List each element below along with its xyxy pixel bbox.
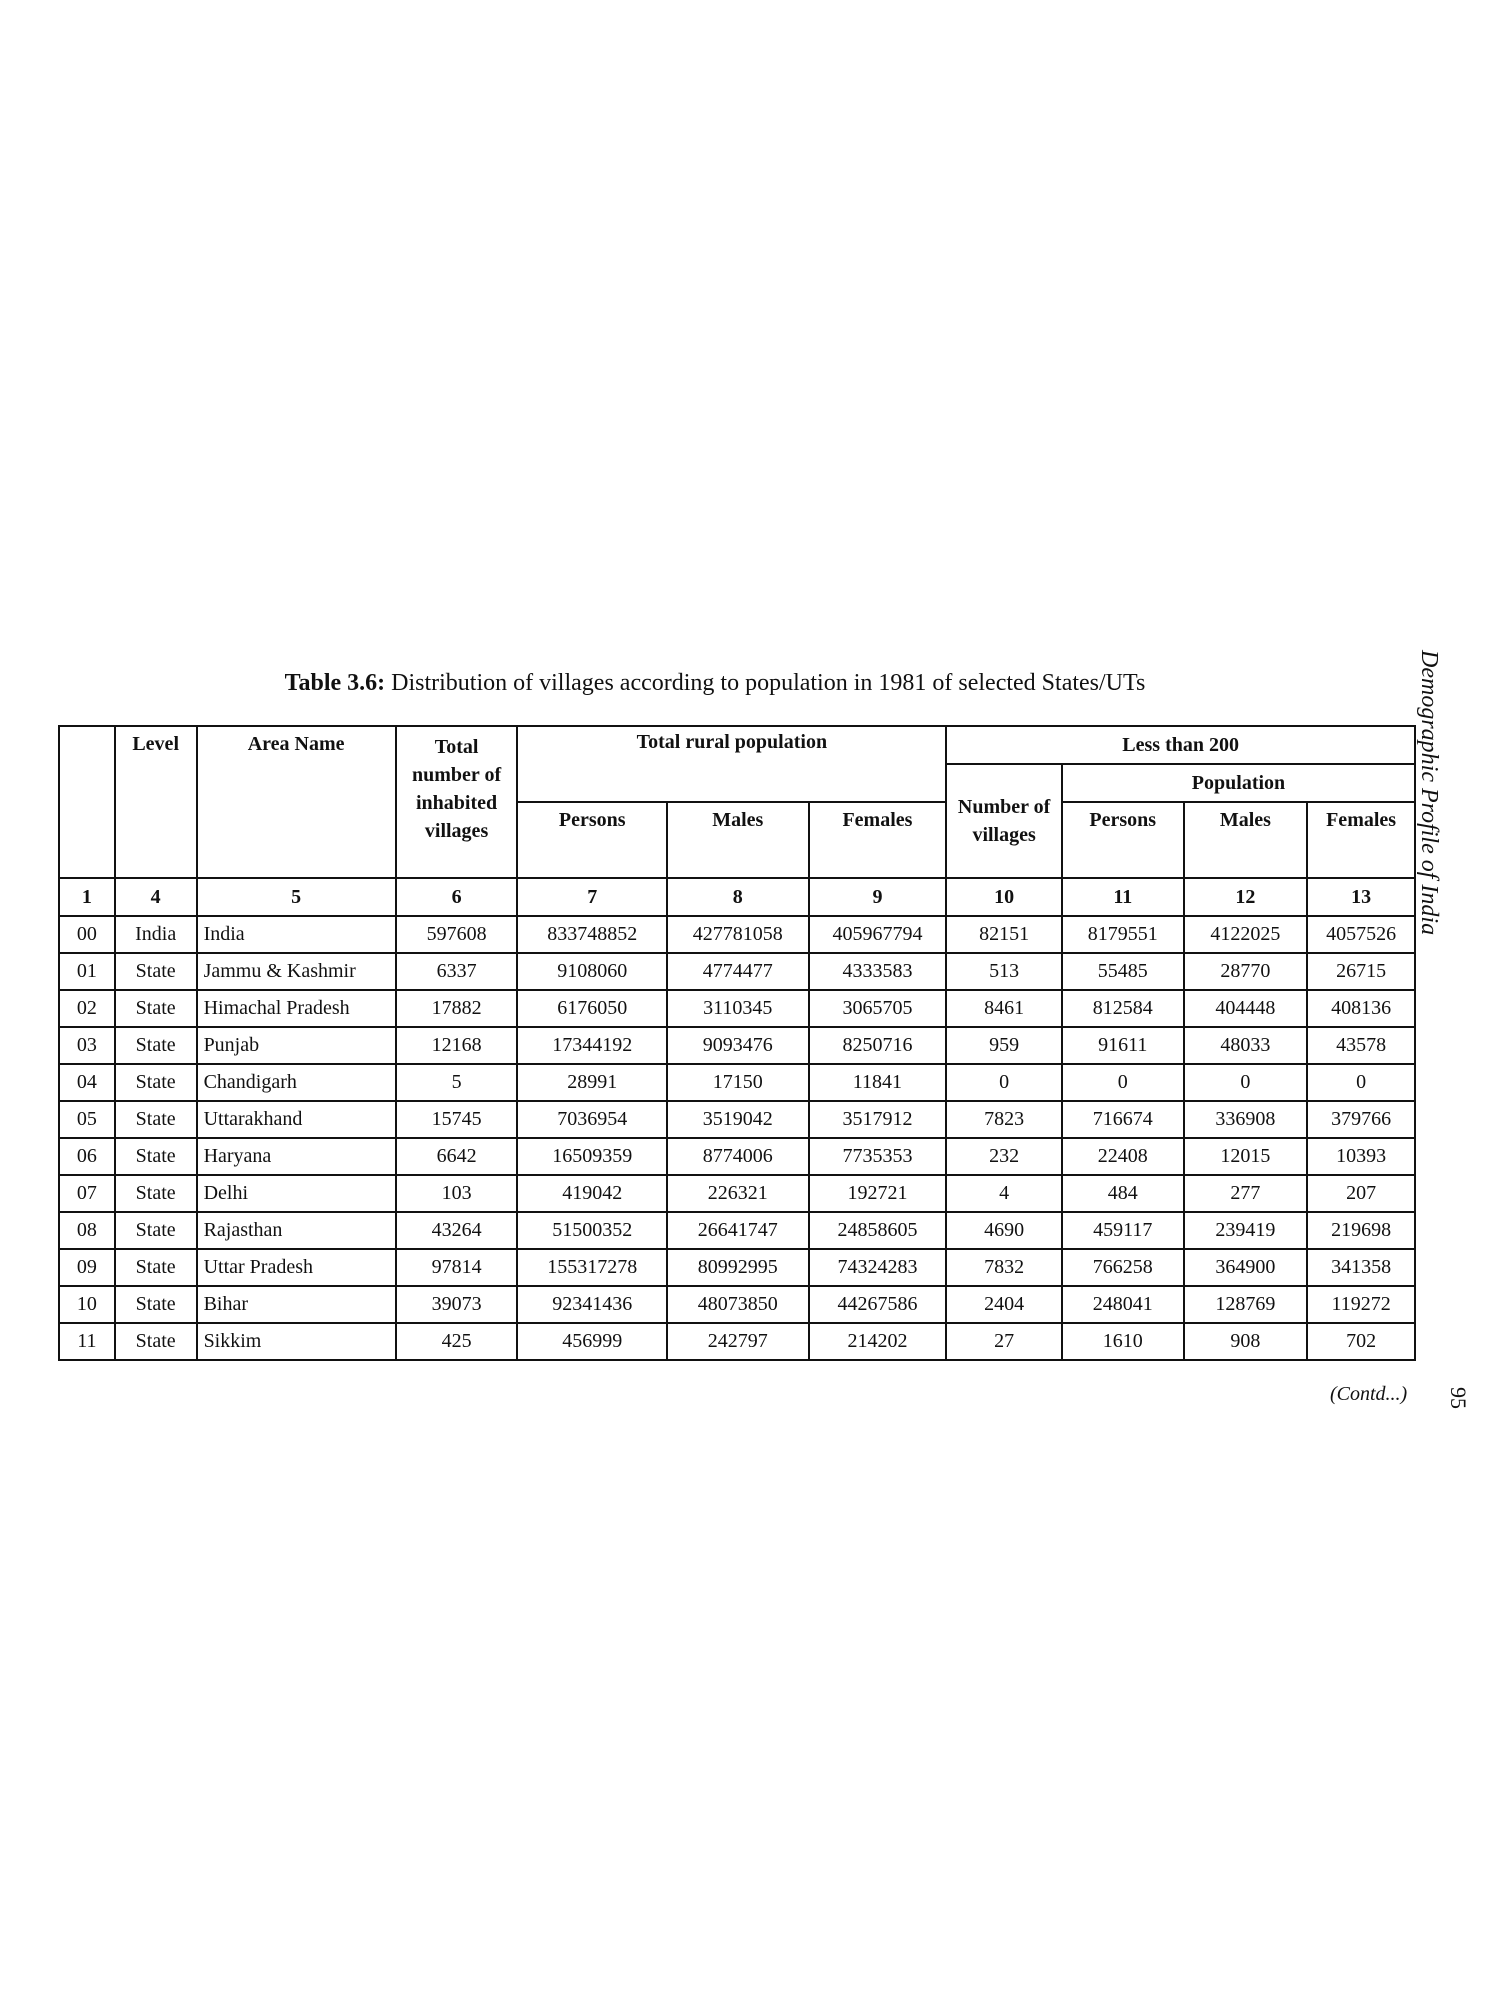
cell-total-villages: 43264 bbox=[396, 1212, 518, 1249]
table-row bbox=[59, 1064, 1415, 1101]
cell-rural-persons: 419042 bbox=[517, 1175, 667, 1212]
cell-lt200-persons: 55485 bbox=[1062, 953, 1184, 990]
cell-total-villages: 15745 bbox=[396, 1101, 518, 1138]
cell-code: 00 bbox=[59, 916, 115, 953]
column-number: 8 bbox=[667, 878, 809, 916]
cell-number-of-villages: 4690 bbox=[946, 1212, 1062, 1249]
cell-rural-persons: 92341436 bbox=[517, 1286, 667, 1323]
header-total-rural-population: Total rural population bbox=[517, 726, 946, 802]
cell-total-villages: 6642 bbox=[396, 1138, 518, 1175]
header-rural-females: Females bbox=[809, 802, 947, 878]
cell-lt200-persons: 716674 bbox=[1062, 1101, 1184, 1138]
table-caption-text: Distribution of villages according to population in 1981 of selected States/UTs bbox=[385, 670, 1146, 696]
cell-number-of-villages: 0 bbox=[946, 1064, 1062, 1101]
cell-rural-males: 48073850 bbox=[667, 1286, 809, 1323]
cell-code: 09 bbox=[59, 1249, 115, 1286]
table-row bbox=[59, 1212, 1415, 1249]
cell-lt200-males: 404448 bbox=[1184, 990, 1308, 1027]
cell-rural-females: 8250716 bbox=[809, 1027, 947, 1064]
cell-lt200-males: 128769 bbox=[1184, 1286, 1308, 1323]
cell-lt200-persons: 484 bbox=[1062, 1175, 1184, 1212]
cell-lt200-females: 341358 bbox=[1307, 1249, 1415, 1286]
cell-level: State bbox=[115, 1138, 197, 1175]
cell-rural-males: 3519042 bbox=[667, 1101, 809, 1138]
cell-total-villages: 97814 bbox=[396, 1249, 518, 1286]
cell-level: State bbox=[115, 1101, 197, 1138]
table-body bbox=[59, 916, 1415, 1360]
column-number: 4 bbox=[115, 878, 197, 916]
cell-code: 05 bbox=[59, 1101, 115, 1138]
column-number: 10 bbox=[946, 878, 1062, 916]
cell-lt200-females: 207 bbox=[1307, 1175, 1415, 1212]
cell-lt200-persons: 0 bbox=[1062, 1064, 1184, 1101]
table-row bbox=[59, 1138, 1415, 1175]
page-number: 95 bbox=[1446, 1387, 1471, 1409]
cell-code: 04 bbox=[59, 1064, 115, 1101]
cell-rural-persons: 6176050 bbox=[517, 990, 667, 1027]
cell-rural-persons: 155317278 bbox=[517, 1249, 667, 1286]
cell-level: India bbox=[115, 916, 197, 953]
cell-number-of-villages: 513 bbox=[946, 953, 1062, 990]
cell-rural-persons: 9108060 bbox=[517, 953, 667, 990]
cell-number-of-villages: 27 bbox=[946, 1323, 1062, 1360]
cell-lt200-males: 364900 bbox=[1184, 1249, 1308, 1286]
cell-level: State bbox=[115, 1027, 197, 1064]
cell-lt200-persons: 766258 bbox=[1062, 1249, 1184, 1286]
cell-level: State bbox=[115, 1212, 197, 1249]
cell-level: State bbox=[115, 1175, 197, 1212]
header-rural-persons: Persons bbox=[517, 802, 667, 878]
table-row bbox=[59, 916, 1415, 953]
cell-rural-persons: 17344192 bbox=[517, 1027, 667, 1064]
cell-rural-males: 17150 bbox=[667, 1064, 809, 1101]
table-row bbox=[59, 953, 1415, 990]
table-row bbox=[59, 990, 1415, 1027]
table-row bbox=[59, 1249, 1415, 1286]
cell-lt200-males: 4122025 bbox=[1184, 916, 1308, 953]
cell-total-villages: 12168 bbox=[396, 1027, 518, 1064]
cell-level: State bbox=[115, 1249, 197, 1286]
cell-code: 06 bbox=[59, 1138, 115, 1175]
cell-lt200-females: 379766 bbox=[1307, 1101, 1415, 1138]
cell-total-villages: 6337 bbox=[396, 953, 518, 990]
cell-area-name: Delhi bbox=[197, 1175, 396, 1212]
cell-level: State bbox=[115, 990, 197, 1027]
cell-rural-males: 8774006 bbox=[667, 1138, 809, 1175]
column-number: 13 bbox=[1307, 878, 1415, 916]
cell-lt200-females: 119272 bbox=[1307, 1286, 1415, 1323]
cell-number-of-villages: 7823 bbox=[946, 1101, 1062, 1138]
cell-number-of-villages: 2404 bbox=[946, 1286, 1062, 1323]
header-level: Level bbox=[115, 726, 197, 878]
cell-area-name: Sikkim bbox=[197, 1323, 396, 1360]
cell-lt200-females: 0 bbox=[1307, 1064, 1415, 1101]
cell-lt200-males: 239419 bbox=[1184, 1212, 1308, 1249]
cell-number-of-villages: 8461 bbox=[946, 990, 1062, 1027]
column-number: 12 bbox=[1184, 878, 1308, 916]
cell-code: 08 bbox=[59, 1212, 115, 1249]
cell-rural-females: 3065705 bbox=[809, 990, 947, 1027]
cell-rural-persons: 833748852 bbox=[517, 916, 667, 953]
cell-number-of-villages: 232 bbox=[946, 1138, 1062, 1175]
cell-code: 11 bbox=[59, 1323, 115, 1360]
continued-note: (Contd...) bbox=[1330, 1383, 1408, 1405]
cell-lt200-persons: 1610 bbox=[1062, 1323, 1184, 1360]
cell-number-of-villages: 82151 bbox=[946, 916, 1062, 953]
cell-code: 07 bbox=[59, 1175, 115, 1212]
cell-rural-females: 405967794 bbox=[809, 916, 947, 953]
table-caption-label: Table 3.6: bbox=[284, 670, 386, 696]
cell-rural-males: 9093476 bbox=[667, 1027, 809, 1064]
header-less-than-200: Less than 200 bbox=[946, 726, 1415, 764]
cell-total-villages: 597608 bbox=[396, 916, 518, 953]
cell-lt200-persons: 248041 bbox=[1062, 1286, 1184, 1323]
cell-level: State bbox=[115, 1323, 197, 1360]
header-number-of-villages: Number of villages bbox=[946, 764, 1062, 878]
cell-code: 03 bbox=[59, 1027, 115, 1064]
cell-total-villages: 17882 bbox=[396, 990, 518, 1027]
header-population: Population bbox=[1062, 764, 1415, 802]
cell-total-villages: 39073 bbox=[396, 1286, 518, 1323]
cell-number-of-villages: 4 bbox=[946, 1175, 1062, 1212]
running-head: Demographic Profile of India bbox=[1416, 650, 1442, 936]
cell-lt200-females: 702 bbox=[1307, 1323, 1415, 1360]
cell-area-name: Punjab bbox=[197, 1027, 396, 1064]
cell-area-name: Bihar bbox=[197, 1286, 396, 1323]
cell-lt200-persons: 91611 bbox=[1062, 1027, 1184, 1064]
cell-lt200-persons: 22408 bbox=[1062, 1138, 1184, 1175]
column-number: 11 bbox=[1062, 878, 1184, 916]
cell-total-villages: 103 bbox=[396, 1175, 518, 1212]
cell-area-name: India bbox=[197, 916, 396, 953]
cell-level: State bbox=[115, 1286, 197, 1323]
cell-lt200-males: 908 bbox=[1184, 1323, 1308, 1360]
cell-number-of-villages: 959 bbox=[946, 1027, 1062, 1064]
column-number: 7 bbox=[517, 878, 667, 916]
cell-area-name: Himachal Pradesh bbox=[197, 990, 396, 1027]
column-number-row bbox=[59, 878, 1415, 916]
cell-rural-males: 26641747 bbox=[667, 1212, 809, 1249]
cell-rural-females: 7735353 bbox=[809, 1138, 947, 1175]
cell-area-name: Jammu & Kashmir bbox=[197, 953, 396, 990]
header-lt200-persons: Persons bbox=[1062, 802, 1184, 878]
cell-rural-males: 242797 bbox=[667, 1323, 809, 1360]
cell-rural-males: 3110345 bbox=[667, 990, 809, 1027]
cell-lt200-females: 10393 bbox=[1307, 1138, 1415, 1175]
cell-code: 10 bbox=[59, 1286, 115, 1323]
cell-area-name: Haryana bbox=[197, 1138, 396, 1175]
cell-lt200-females: 26715 bbox=[1307, 953, 1415, 990]
cell-code: 01 bbox=[59, 953, 115, 990]
cell-lt200-males: 12015 bbox=[1184, 1138, 1308, 1175]
cell-level: State bbox=[115, 953, 197, 990]
table-row bbox=[59, 1027, 1415, 1064]
cell-area-name: Uttar Pradesh bbox=[197, 1249, 396, 1286]
cell-code: 02 bbox=[59, 990, 115, 1027]
cell-area-name: Chandigarh bbox=[197, 1064, 396, 1101]
cell-rural-males: 427781058 bbox=[667, 916, 809, 953]
header-lt200-males: Males bbox=[1184, 802, 1308, 878]
cell-lt200-persons: 812584 bbox=[1062, 990, 1184, 1027]
table-row bbox=[59, 1175, 1415, 1212]
cell-rural-females: 4333583 bbox=[809, 953, 947, 990]
cell-rural-persons: 51500352 bbox=[517, 1212, 667, 1249]
table-row bbox=[59, 1323, 1415, 1360]
header-blank-cell bbox=[59, 726, 115, 878]
column-number: 1 bbox=[59, 878, 115, 916]
table-row bbox=[59, 1101, 1415, 1138]
header-rural-males: Males bbox=[667, 802, 809, 878]
column-number: 9 bbox=[809, 878, 947, 916]
cell-lt200-persons: 8179551 bbox=[1062, 916, 1184, 953]
cell-rural-males: 4774477 bbox=[667, 953, 809, 990]
cell-lt200-males: 0 bbox=[1184, 1064, 1308, 1101]
cell-rural-females: 44267586 bbox=[809, 1286, 947, 1323]
cell-lt200-males: 277 bbox=[1184, 1175, 1308, 1212]
cell-rural-females: 3517912 bbox=[809, 1101, 947, 1138]
cell-area-name: Uttarakhand bbox=[197, 1101, 396, 1138]
cell-rural-males: 80992995 bbox=[667, 1249, 809, 1286]
cell-total-villages: 425 bbox=[396, 1323, 518, 1360]
cell-rural-females: 192721 bbox=[809, 1175, 947, 1212]
cell-rural-persons: 456999 bbox=[517, 1323, 667, 1360]
cell-rural-persons: 28991 bbox=[517, 1064, 667, 1101]
cell-rural-females: 214202 bbox=[809, 1323, 947, 1360]
header-lt200-females: Females bbox=[1307, 802, 1415, 878]
table-row bbox=[59, 1286, 1415, 1323]
cell-number-of-villages: 7832 bbox=[946, 1249, 1062, 1286]
table-caption bbox=[150, 670, 1280, 697]
cell-rural-females: 11841 bbox=[809, 1064, 947, 1101]
column-number: 5 bbox=[197, 878, 396, 916]
header-total-villages: Total number of inhabited villages bbox=[396, 726, 518, 878]
cell-rural-females: 74324283 bbox=[809, 1249, 947, 1286]
cell-lt200-females: 408136 bbox=[1307, 990, 1415, 1027]
table-header bbox=[59, 726, 1415, 916]
cell-rural-females: 24858605 bbox=[809, 1212, 947, 1249]
cell-rural-persons: 7036954 bbox=[517, 1101, 667, 1138]
column-number: 6 bbox=[396, 878, 518, 916]
cell-lt200-males: 48033 bbox=[1184, 1027, 1308, 1064]
cell-rural-males: 226321 bbox=[667, 1175, 809, 1212]
cell-lt200-persons: 459117 bbox=[1062, 1212, 1184, 1249]
village-distribution-table bbox=[58, 725, 1416, 1361]
cell-total-villages: 5 bbox=[396, 1064, 518, 1101]
cell-area-name: Rajasthan bbox=[197, 1212, 396, 1249]
cell-lt200-females: 43578 bbox=[1307, 1027, 1415, 1064]
cell-lt200-females: 4057526 bbox=[1307, 916, 1415, 953]
cell-level: State bbox=[115, 1064, 197, 1101]
cell-rural-persons: 16509359 bbox=[517, 1138, 667, 1175]
cell-lt200-females: 219698 bbox=[1307, 1212, 1415, 1249]
cell-lt200-males: 336908 bbox=[1184, 1101, 1308, 1138]
header-area-name: Area Name bbox=[197, 726, 396, 878]
cell-lt200-males: 28770 bbox=[1184, 953, 1308, 990]
